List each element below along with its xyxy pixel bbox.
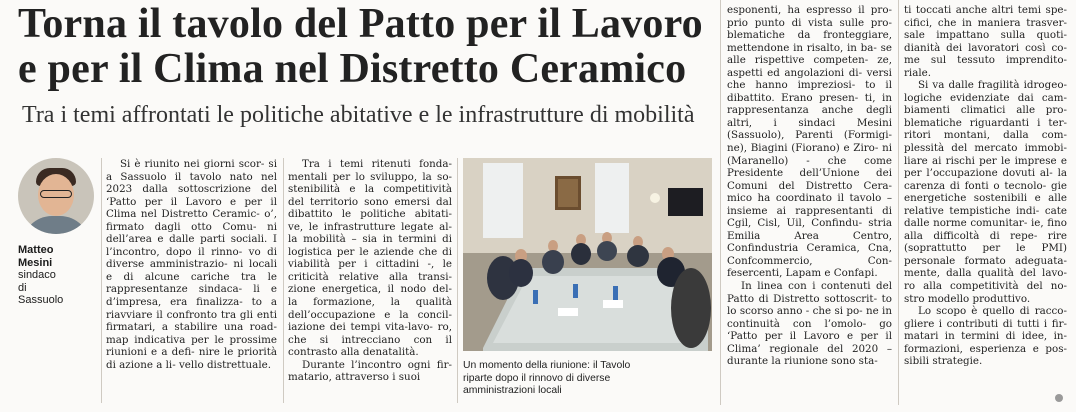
text-line: stro modello produttivo. xyxy=(904,292,1031,305)
text-line: ze, aspetti ed angolazioni di- xyxy=(727,54,892,79)
text-line: ritori montani, dalla com- xyxy=(904,129,1067,142)
text-line: del ‘Patto per il Lavoro e per xyxy=(106,183,278,208)
text-line: plessità del mercato immobi- xyxy=(904,142,1067,155)
article-paragraph xyxy=(904,305,1067,368)
text-line: mettendone in risalto, in ba- xyxy=(727,41,877,54)
text-line: matari in termini di idee, in- xyxy=(904,330,1067,343)
text-line: le prossime riunioni e a defi- xyxy=(106,333,277,359)
text-line: me sul tessuto imprendito- xyxy=(904,54,1067,67)
text-line: to a riavviare il confronto tra xyxy=(106,296,277,321)
text-line: Lo scopo è quello di racco- xyxy=(918,305,1067,318)
text-line: blematiche riguardanti i ter- xyxy=(904,116,1067,129)
text-line: degli altri, i sindaci Mesini xyxy=(727,104,892,129)
photo-caption: Un momento della riunione: il Tavolo riparte dopo il rinnovo di diverse amministrazioni locali xyxy=(463,360,631,397)
text-line: stria Emilia Area Centro, xyxy=(727,217,892,242)
text-line: il Clima nel Distretto Ceramic- xyxy=(106,195,277,221)
article-column-1 xyxy=(106,158,277,371)
article-paragraph xyxy=(727,4,892,280)
text-line: matario, attraverso i suoi xyxy=(288,371,421,384)
article-column-4 xyxy=(904,4,1067,368)
text-line: stenibilità e la competitività xyxy=(288,183,452,196)
text-line: o’, firmato dagli otto Comu- xyxy=(106,208,277,233)
text-line: In linea con i contenuti del xyxy=(741,280,892,293)
text-line: mico ha coordinato il tavolo xyxy=(727,192,882,205)
text-line: go ‘Patto per il Lavoro e per il xyxy=(727,317,892,343)
column-rule xyxy=(720,0,721,405)
text-line: gliere i contributi di tutti i fir- xyxy=(904,317,1067,330)
text-line: la carenza di fonti o tecnolo- xyxy=(904,167,1067,192)
text-line: tra le rappresentanze sindaca- xyxy=(106,270,278,296)
article-paragraph xyxy=(904,79,1067,305)
text-line: Durante l’incontro ogni fir- xyxy=(302,358,452,371)
text-line: zione energetica, il nodo del- xyxy=(288,283,452,296)
text-line: Presidente dell’Unione dei xyxy=(727,167,892,180)
article-paragraph xyxy=(904,4,1067,79)
text-line: ne), Biagini (Fiorano) e Ziro- xyxy=(727,142,879,155)
text-line: dianità dei lavoratori così co- xyxy=(904,41,1067,54)
text-line: di viabilità per i cittadini -, le xyxy=(288,245,452,271)
subtitle: Tra i temi affrontati le politiche abitative e le infrastrutture di mobilità xyxy=(22,102,695,128)
text-line: ti, in rappresentanza anche xyxy=(727,91,892,117)
text-line: vo di diverse amministrazio- xyxy=(106,245,277,271)
text-line: ti toccati anche altri temi spe- xyxy=(904,4,1067,16)
text-line: rire (soprattutto per le PMI) xyxy=(904,229,1067,255)
text-line: se alle rispettive competen- xyxy=(727,41,892,67)
article-paragraph xyxy=(288,158,452,359)
headline xyxy=(18,2,708,92)
article-paragraph xyxy=(106,158,277,371)
text-line: gie energetiche sostenibili e xyxy=(904,179,1067,205)
text-line: durante la riunione sono sta- xyxy=(727,355,878,368)
text-line: personale formato adeguata- xyxy=(904,254,1067,267)
text-line: ie, fino alla difficoltà di repe- xyxy=(904,217,1067,242)
text-line: liare ai rischi per le imprese e xyxy=(904,154,1067,167)
article-paragraph xyxy=(288,359,452,384)
text-line: li e d’impresa, era finalizza- xyxy=(106,283,277,309)
text-line: sibili strategie. xyxy=(904,355,983,368)
column-rule xyxy=(283,158,284,403)
text-line: vello distrettuale. xyxy=(178,358,271,371)
article-column-2 xyxy=(288,158,452,384)
text-line: cate dalle norme comunitar- xyxy=(904,204,1067,230)
article-paragraph xyxy=(727,280,892,368)
meeting-photo xyxy=(463,158,712,351)
text-line: una road-map indicativa per xyxy=(106,321,277,346)
text-line: ro alla competitività del no- xyxy=(904,280,1067,293)
text-line: prio punto di vista sulle pro- xyxy=(727,16,892,29)
text-line: si a Sassuolo il tavolo nato xyxy=(106,158,277,183)
text-line: del territorio sono emersi dal xyxy=(288,195,452,208)
text-line: – insieme ai rappresentanti xyxy=(727,192,893,217)
text-line: ni locali e di alcune cariche xyxy=(106,258,278,283)
text-line: la formazione, la qualità xyxy=(288,296,452,309)
headline-line-2: e per il Clima nel Distretto Ceramico xyxy=(18,46,687,92)
column-rule xyxy=(898,0,899,405)
text-line: Cna, Confcommercio, Con- xyxy=(727,242,892,267)
text-line: cifici, che in maniera trasver- xyxy=(904,16,1067,29)
author-name: Matteo Mesini xyxy=(18,244,54,269)
text-line: Si è riunito nei giorni scor- xyxy=(120,158,265,170)
text-line: Comuni del Distretto Cera- xyxy=(727,179,892,192)
article-end-mark xyxy=(1055,394,1063,402)
text-line: mente, dalla qualità del lavo- xyxy=(904,267,1067,280)
text-line: Patto di Distretto sottoscrit- xyxy=(727,292,878,305)
text-line: di Cgil, Cisl, Uil, Confindu- xyxy=(727,204,892,230)
text-line: ni dell’area e dalle parti sociali. xyxy=(106,220,277,246)
text-line: logiche evidenziate dai cam- xyxy=(904,91,1067,104)
text-line: formazioni, esperienza e pos- xyxy=(904,342,1067,355)
text-line: biamenti climatici alle pro- xyxy=(904,104,1067,117)
text-line: per l’occupazione dovuti al- xyxy=(904,167,1053,180)
author-byline xyxy=(18,158,100,307)
text-line: to lo scorso anno - che si po- xyxy=(727,292,892,318)
column-rule xyxy=(457,158,458,403)
text-line: versi che hanno impreziosi- xyxy=(727,66,892,92)
text-line: to il dibattito. Erano presen- xyxy=(727,79,892,104)
text-line: logistica per le aziende che xyxy=(288,245,438,258)
text-line: mentali per lo sviluppo, la so- xyxy=(288,170,452,183)
author-photo xyxy=(18,158,94,234)
text-line: ne in continuità con l’omolo- xyxy=(727,305,892,330)
text-line: contrasto alla denatalità. xyxy=(288,346,419,359)
text-line: blematiche da fronteggiare, xyxy=(727,29,892,42)
article-column-3 xyxy=(727,4,892,368)
author-role: sindaco di Sassuolo xyxy=(18,269,64,306)
text-line: fesercenti, Lapam e Confapi. xyxy=(727,267,878,280)
text-line: riale. xyxy=(904,66,932,79)
text-line: criticità relative alla transi- xyxy=(288,270,452,283)
text-line: Clima’ regionale del 2020 – xyxy=(727,342,892,355)
text-line: ni (Maranello) - che come xyxy=(727,142,893,167)
text-line: I l’incontro, dopo il rinno- xyxy=(106,233,277,258)
text-line: alle relative tempistiche indi- xyxy=(904,192,1067,217)
text-line: dibattito le politiche abitati- xyxy=(288,208,452,221)
text-line: (Sassuolo), Parenti (Formigi- xyxy=(727,129,892,142)
text-line: Confindustria Ceramica, xyxy=(727,242,860,255)
text-line: sale impattano sulla quoti- xyxy=(904,29,1067,42)
headline-line-1: Torna il tavolo del Patto per il Lavoro xyxy=(18,1,703,47)
text-line: ro, che si intrecciano con il xyxy=(288,321,452,346)
column-rule xyxy=(101,158,102,403)
text-line: ve, le infrastrutture legate al- xyxy=(288,220,452,233)
text-line: Si va dalle fragilità idrogeo- xyxy=(918,79,1067,92)
text-line: nel 2023 dalla sottoscrizione xyxy=(106,170,278,196)
text-line: Tra i temi ritenuti fonda- xyxy=(302,158,452,170)
text-line: gli enti firmatari, a stabilire xyxy=(106,308,277,334)
text-line: nire le priorità di azione a li- xyxy=(106,346,278,371)
text-line: dell’occupazione e la concil- xyxy=(288,308,452,321)
text-line: iazione dei tempi vita-lavo- xyxy=(288,321,433,334)
text-line: esponenti, ha espresso il pro- xyxy=(727,4,892,16)
text-line: la mobilità – sia in termini di xyxy=(288,233,452,246)
